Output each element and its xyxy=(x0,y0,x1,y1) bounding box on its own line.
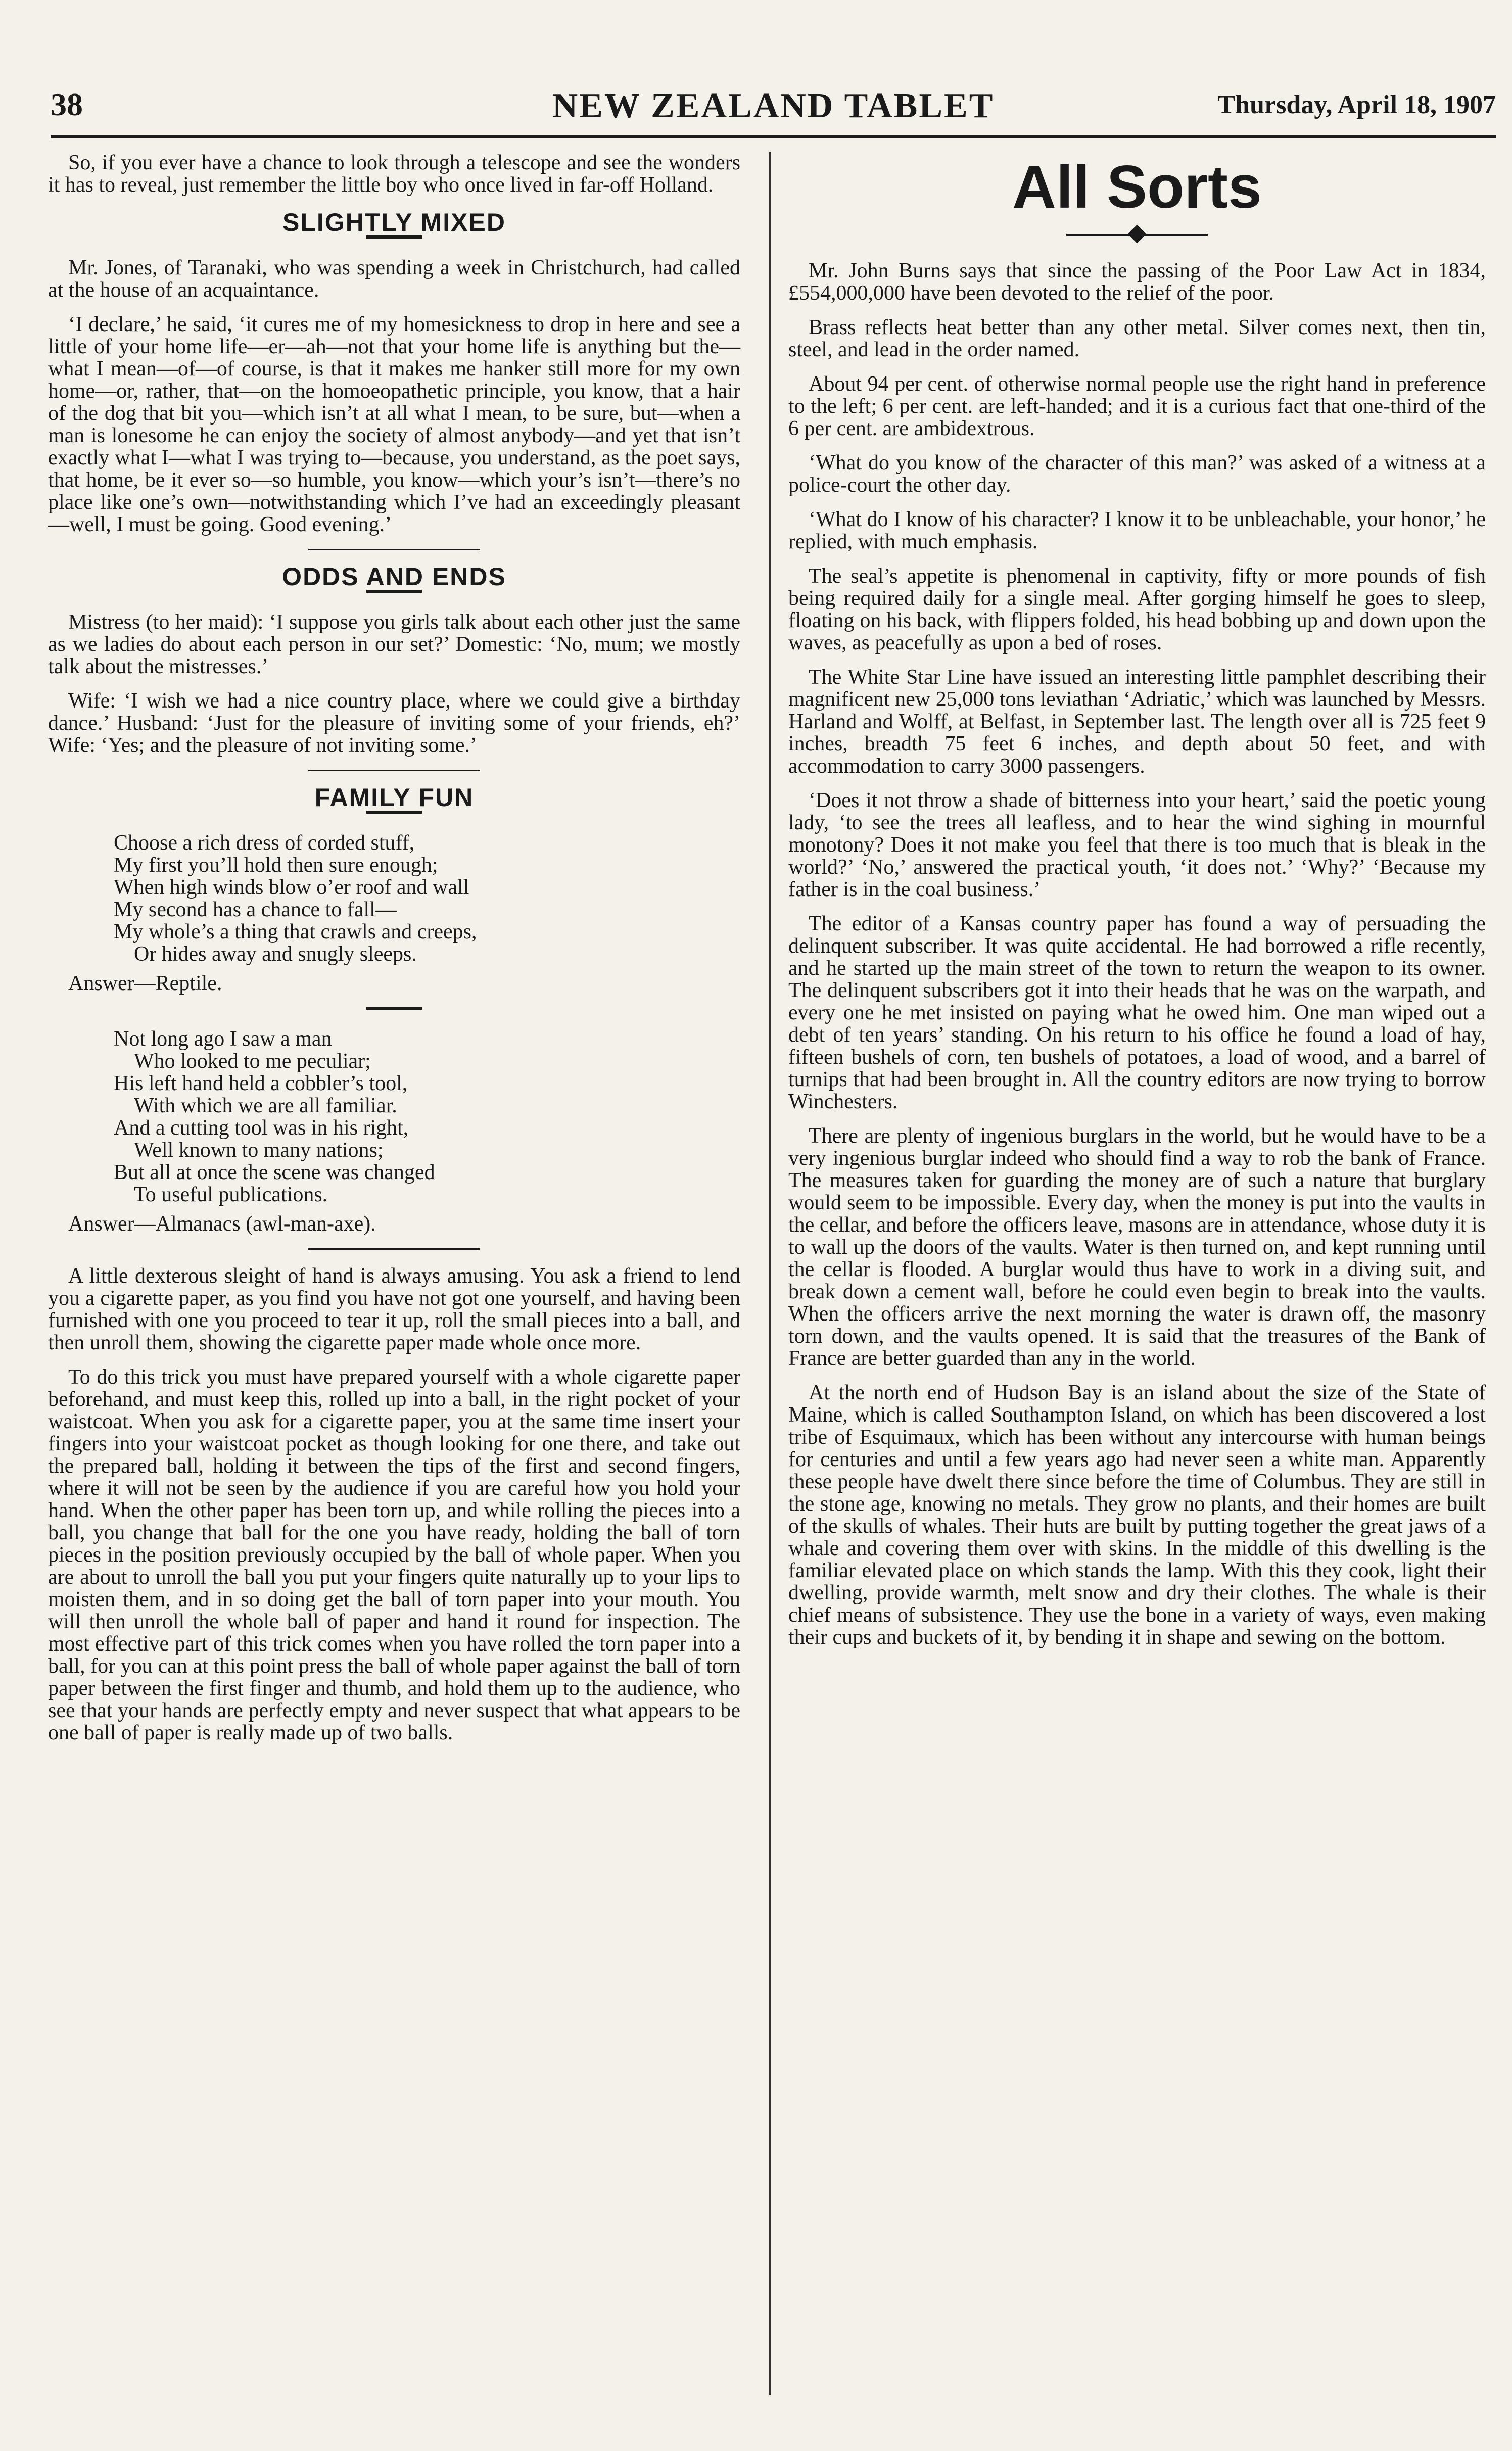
section-rule xyxy=(308,770,480,771)
riddle-rule xyxy=(366,1007,422,1010)
paper-title: NEW ZEALAND TABLET xyxy=(552,86,995,125)
trick-paragraph: To do this trick you must have prepared yourself with a whole cigarette paper beforehand, and must keep this, rolled up into a ball, in the right pocket of your waistcoat. When you ask for a cigarette paper, you at the same time insert your fingers into your waistcoat pocket as though looking for one there, and take out the prepared ball, holding it between the tips of the first and second fingers, where it will not be seen by the audience if you are careful how you hold your hand. When the other paper has been torn up, and while rolling the pieces into a ball, you change that ball for the one you have ready, holding the ball of torn pieces in the position previously occupied by the ball of whole paper. When you are about to unroll the ball you put your fingers quite naturally up to your lips to moisten them, and in so doing get the ball of torn paper into your mouth. You will then unroll the whole ball of paper and hand it round for inspection. The most effective part of this trick comes when you have rolled the torn paper into a ball, for you can at this point press the ball of whole paper against the ball of torn paper between the first finger and thumb, and hold them up to the audience, who see that your hands are perfectly empty and never suspect that what appears to be one ball of paper is really made up of two balls. xyxy=(48,1365,740,1745)
verse-line: My whole’s a thing that crawls and creeps, xyxy=(114,920,477,944)
slightly-mixed-heading: SLIGHTLY MIXED xyxy=(282,208,506,237)
slightly-mixed-paragraph: ‘I declare,’ he said, ‘it cures me of my homesickness to drop in here and see a little of your home life—er—ah—not that your home life is anything but the—what I mean—of—of course, is that it makes me hanker still more for my own home—or, rather, that—on the homoeopathetic principle, you know, that a hair of the dog that bit you—which isn’t at all what I mean, to be sure, but—when a man is lonesome he can enjoy the society of almost anybody—and yet that isn’t exactly what I—what I was trying to—because, you understand, as the poet says, that home, be it ever so—so humble, you know—which your’s isn’t—there’s no place like one’s own—notwithstanding which I’ve had an exceedingly pleasant—well, I must be going. Good evening.’ xyxy=(48,313,740,536)
verse-line: With which we are all familiar. xyxy=(134,1094,397,1117)
all-sorts-item: There are plenty of ingenious burglars in the world, but he would have to be a very ingenious burglar indeed who should find a way to rob the bank of France. The measures taken for guarding the money are of such a nature that burglary would seem to be impossible. Every day, when the money is put into the vaults in the cellar, and before the officers leave, masons are in attendance, whose duty it is to wall up the doors of the vaults. Water is then turned on, and kept running until the cellar is flooded. A burglar would thus have to work in a diving suit, and break down a cement wall, before he could even begin to break into the vaults. When the officers arrive the next morning the water is drawn off, the masonry torn down, and the vaults opened. It is said that the treasures of the Bank of France are better guarded than any in the world. xyxy=(788,1124,1486,1370)
header-rule xyxy=(51,135,1496,138)
riddle-answer: Answer—Reptile. xyxy=(68,972,222,995)
riddle-verse xyxy=(48,1028,740,1206)
family-fun-heading: FAMILY FUN xyxy=(314,783,474,812)
diamond-ornament-icon xyxy=(1128,225,1147,244)
verse-line: To useful publications. xyxy=(134,1183,328,1206)
verse-line: My first you’ll hold then sure enough; xyxy=(114,854,438,877)
all-sorts-item: Mr. John Burns says that since the passing of the Poor Law Act in 1834, £554,000,000 have been devoted to the relief of the poor. xyxy=(788,259,1486,305)
ornament-rule xyxy=(1066,224,1208,245)
riddle-verse xyxy=(48,832,740,965)
slightly-mixed-paragraph: Mr. Jones, of Taranaki, who was spending a week in Christchurch, had called at the house of an acquaintance. xyxy=(48,256,740,302)
column-divider xyxy=(769,152,771,2395)
riddle-answer: Answer—Almanacs (awl-man-axe). xyxy=(68,1212,376,1236)
odds-and-ends-heading: ODDS AND ENDS xyxy=(282,562,506,591)
issue-date: Thursday, April 18, 1907 xyxy=(1217,90,1496,119)
all-sorts-item: Brass reflects heat better than any other metal. Silver comes next, then tin, steel, and lead in the order named. xyxy=(788,316,1486,361)
page-number: 38 xyxy=(51,86,83,122)
right-column xyxy=(788,152,1486,1661)
masthead xyxy=(51,86,1496,131)
verse-line: When high winds blow o’er roof and wall xyxy=(114,876,469,899)
all-sorts-item: ‘Does it not throw a shade of bitterness into your heart,’ said the poetic young lady, ‘to see the trees all leafless, and to hear the wind sighing in mournful monotony? Does it not make you feel that there is too much that is bleak in the world?’ ‘No,’ answered the practical youth, ‘it does not.’ ‘Why?’ ‘Because my father is in the coal business.’ xyxy=(788,789,1486,901)
verse-line: But all at once the scene was changed xyxy=(114,1161,435,1184)
all-sorts-item: The seal’s appetite is phenomenal in captivity, fifty or more pounds of fish being required daily for a single meal. After gorging himself he goes to sleep, floating on his back, with flippers folded, his head bobbing up and down upon the waves, as peacefully as upon a bed of roses. xyxy=(788,564,1486,654)
left-column xyxy=(48,152,740,1756)
section-rule xyxy=(308,1248,480,1250)
verse-line: His left hand held a cobbler’s tool, xyxy=(114,1072,408,1095)
verse-line: Or hides away and snugly sleeps. xyxy=(134,942,417,966)
all-sorts-heading: All Sorts xyxy=(1012,153,1262,221)
verse-line: Not long ago I saw a man xyxy=(114,1027,332,1051)
intro-paragraph: So, if you ever have a chance to look through a telescope and see the wonders it has to reveal, just remember the little boy who once lived in far-off Holland. xyxy=(48,151,740,197)
all-sorts-item: About 94 per cent. of otherwise normal people use the right hand in preference to the left; 6 per cent. are left-handed; and it is a curious fact that one-third of the 6 per cent. are ambidextrous. xyxy=(788,372,1486,440)
verse-line: Well known to many nations; xyxy=(134,1139,384,1162)
odds-and-ends-paragraph: Mistress (to her maid): ‘I suppose you girls talk about each other just the same as we ladies do about each person in our set?’ Domestic: ‘No, mum; we mostly talk about the mistresses.’ xyxy=(48,610,740,678)
all-sorts-item: The White Star Line have issued an interesting little pamphlet describing their magnificent new 25,000 tons leviathan ‘Adriatic,’ which was launched by Messrs. Harland and Wolff, at Belfast, in September last. The length over all is 725 feet 9 inches, breadth 75 feet 6 inches, and depth about 50 feet, and with accommodation to carry 3000 passengers. xyxy=(788,666,1486,778)
all-sorts-item: ‘What do you know of the character of this man?’ was asked of a witness at a police-court the other day. xyxy=(788,451,1486,497)
verse-line: My second has a chance to fall— xyxy=(114,898,397,921)
verse-line: And a cutting tool was in his right, xyxy=(114,1116,409,1140)
all-sorts-item: ‘What do I know of his character? I know it to be unbleachable, your honor,’ he replied, with much emphasis. xyxy=(788,508,1486,553)
verse-line: Choose a rich dress of corded stuff, xyxy=(114,831,415,855)
section-rule xyxy=(308,549,480,550)
odds-and-ends-paragraph: Wife: ‘I wish we had a nice country place, where we could give a birthday dance.’ Husband: ‘Just for the pleasure of inviting some of your friends, eh?’ Wife: ‘Yes; and the pleasure of not inviting some.’ xyxy=(48,689,740,757)
verse-line: Who looked to me peculiar; xyxy=(134,1050,371,1073)
all-sorts-item: At the north end of Hudson Bay is an island about the size of the State of Maine, which is called Southampton Island, on which has been discovered a lost tribe of Esquimaux, which has been without any intercourse with human beings for centuries and until a few years ago had never seen a white man. Apparently these people have dwelt there since before the time of Columbus. They are still in the stone age, knowing no metals. They grow no plants, and their homes are built of the skulls of whales. Their huts are built by putting together the great jaws of a whale and covering them over with skins. In the middle of this dwelling is the familiar elevated place on which stands the lamp. With this they cook, light their dwelling, provide warmth, melt snow and dry their clothes. The whale is their chief means of subsistence. They use the bone in a variety of ways, even making their cups and buckets of it, by bending it in shape and sewing on the bottom. xyxy=(788,1381,1486,1649)
all-sorts-item: The editor of a Kansas country paper has found a way of persuading the delinquent subscriber. It was quite accidental. He had borrowed a rifle recently, and he started up the main street of the town to return the weapon to its owner. The delinquent subscribers got it into their heads that he was on the warpath, and every one he met insisted on paying what he owed him. One man wiped out a debt of ten years’ standing. On his return to his office he found a load of hay, fifteen bushels of corn, ten bushels of potatoes, a load of wood, and a barrel of turnips that had been brought in. All the country editors are now trying to borrow Winchesters. xyxy=(788,912,1486,1113)
trick-paragraph: A little dexterous sleight of hand is always amusing. You ask a friend to lend you a cigarette paper, as you find you have not got one yourself, and having been furnished with one you proceed to tear it up, roll the small pieces into a ball, and then unroll them, showing the cigarette paper made whole once more. xyxy=(48,1264,740,1354)
